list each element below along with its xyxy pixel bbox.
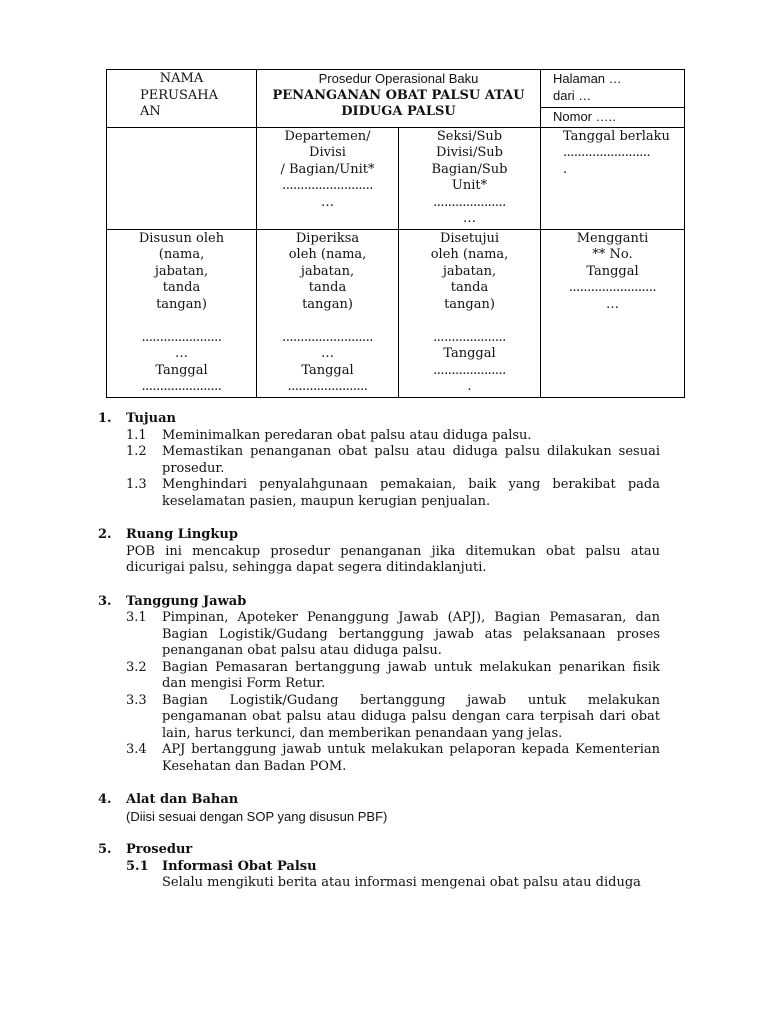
departemen-cell: [257, 127, 399, 229]
section-heading: Tujuan: [126, 411, 176, 426]
disetujui-line: Disetujui: [439, 230, 500, 246]
halaman-cell: [541, 70, 685, 108]
section-number: 2.: [98, 527, 112, 542]
company-line-2: PERUSAHA: [140, 87, 218, 103]
item-text: Menghindari penyalahgunaan pemakaian, baik yang berakibat pada keselamatan pasien, maupun kerugian penjualan.: [162, 477, 660, 509]
section-body: (Diisi sesuai dengan SOP yang disusun PBF): [126, 808, 388, 824]
item-number: 1.1: [126, 427, 147, 443]
item-number: 1.3: [126, 477, 147, 492]
list-item: [126, 693, 660, 743]
disusun-line: …: [175, 346, 188, 361]
section-number: 3.: [98, 593, 112, 609]
disusun-line: tanda: [162, 280, 201, 295]
mengganti-tanggal: Tanggal: [586, 263, 639, 279]
nomor-text: Nomor …..: [553, 109, 616, 124]
subsection-number: 5.1: [126, 858, 149, 874]
section-title: [98, 842, 660, 859]
halaman-line-2: dari …: [553, 87, 592, 103]
mengganti-line: Mengganti: [576, 230, 649, 246]
diperiksa-spacer: [260, 313, 395, 330]
section-heading: Prosedur: [126, 842, 193, 857]
disetujui-tanggal: Tanggal: [443, 346, 496, 361]
section-heading: Tanggung Jawab: [126, 593, 247, 609]
section-alat-bahan: [98, 792, 660, 825]
list-item: [126, 444, 660, 477]
departemen-line: Divisi: [309, 145, 346, 160]
departemen-line: / Bagian/Unit*: [280, 161, 375, 177]
subsection-body: Selalu mengikuti berita atau informasi mengenai obat palsu atau diduga: [162, 875, 641, 890]
item-number: 3.2: [126, 659, 147, 675]
item-text: Memastikan penanganan obat palsu atau diduga palsu dilakukan sesuai prosedur.: [162, 444, 660, 476]
departemen-line: …: [321, 194, 334, 210]
seksi-line: …: [463, 211, 476, 226]
mengganti-cell: [541, 229, 685, 397]
mengganti-no: ** No.: [592, 247, 633, 262]
disetujui-line: oleh (nama,: [430, 247, 509, 262]
item-text: Meminimalkan peredaran obat palsu atau diduga palsu.: [162, 427, 532, 443]
section-title: [98, 594, 660, 611]
item-number: 1.2: [126, 444, 147, 459]
disusun-dots: ......................: [141, 329, 222, 345]
disetujui-dots: ....................: [433, 329, 506, 345]
item-number: 3.3: [126, 692, 147, 708]
disetujui-line: jabatan,: [442, 263, 497, 279]
section-heading: Alat dan Bahan: [126, 792, 239, 807]
item-list: [98, 428, 660, 511]
seksi-line: Divisi/Sub: [436, 145, 503, 160]
section-title: [98, 411, 660, 428]
diperiksa-line: tanda: [308, 280, 347, 295]
diperiksa-dots: .........................: [282, 329, 373, 345]
company-line-3: AN: [140, 104, 161, 119]
nomor-cell: [541, 108, 685, 128]
item-number: 3.4: [126, 742, 147, 757]
subsection-heading: Informasi Obat Palsu: [162, 858, 317, 874]
section-tanggung-jawab: [98, 594, 660, 776]
section-number: 1.: [98, 411, 112, 426]
section-tujuan: [98, 411, 660, 510]
list-item: [126, 477, 660, 510]
seksi-dots: ....................: [433, 194, 506, 210]
diperiksa-line: tangan): [302, 296, 353, 312]
list-item: [126, 610, 660, 660]
seksi-line: Bagian/Sub: [431, 161, 508, 177]
disusun-cell: [107, 229, 257, 397]
item-text: Pimpinan, Apoteker Penanggung Jawab (APJ), Bagian Pemasaran, dan Bagian Logistik/Gudang bertanggung jawab atas pelaksanaan proses penanganan obat palsu atau diduga palsu.: [162, 610, 660, 658]
halaman-line-1: Halaman …: [553, 71, 622, 86]
section-number: 4.: [98, 792, 112, 807]
diperiksa-cell: [257, 229, 399, 397]
departemen-dots: .........................: [282, 178, 373, 193]
mengganti-line: …: [606, 296, 619, 312]
item-number: 3.1: [126, 610, 147, 625]
diperiksa-line: …: [321, 346, 334, 361]
disusun-line: tangan): [156, 296, 207, 312]
sop-header-table: [106, 69, 685, 398]
company-name-cell: [107, 70, 257, 128]
pob-label: Prosedur Operasional Baku: [318, 71, 479, 86]
diperiksa-line: oleh (nama,: [288, 247, 367, 262]
disetujui-cell: [399, 229, 541, 397]
disetujui-tanggal-dots: ....................: [433, 362, 506, 378]
sop-body: [98, 411, 660, 909]
item-list: [98, 610, 660, 775]
disusun-tanggal-dots: ......................: [141, 379, 222, 394]
disusun-line: jabatan,: [154, 263, 209, 279]
disetujui-line: .: [467, 379, 472, 394]
diperiksa-tanggal-dots: ......................: [287, 379, 368, 394]
disusun-line: Disusun oleh: [138, 230, 225, 246]
section-title: [98, 527, 660, 544]
disetujui-spacer: [402, 313, 537, 330]
section-prosedur: [98, 842, 660, 892]
tanggal-berlaku-label: Tanggal berlaku: [563, 128, 670, 144]
disusun-spacer: [110, 313, 253, 330]
list-item: [126, 660, 660, 693]
disetujui-line: tangan): [444, 296, 495, 312]
mengganti-dots: ........................: [568, 280, 657, 295]
diperiksa-line: jabatan,: [300, 263, 355, 279]
tanggal-berlaku-cell: [541, 127, 685, 229]
disetujui-line: tanda: [450, 280, 489, 295]
section-heading: Ruang Lingkup: [126, 527, 238, 542]
departemen-line: Departemen/: [284, 128, 371, 144]
section-ruang-lingkup: [98, 527, 660, 577]
disusun-tanggal: Tanggal: [155, 362, 208, 378]
section-number: 5.: [98, 842, 112, 857]
disusun-line: (nama,: [158, 247, 205, 262]
tanggal-berlaku-dot: .: [563, 161, 568, 177]
diperiksa-tanggal: Tanggal: [301, 362, 354, 378]
item-text: Bagian Pemasaran bertanggung jawab untuk melakukan penarikan fisik dan mengisi Form Retur.: [162, 659, 660, 691]
diperiksa-line: Diperiksa: [295, 230, 360, 246]
company-line-1: NAMA: [159, 71, 204, 86]
subsection-title: [98, 859, 660, 876]
list-item: [126, 742, 660, 775]
pob-title-line-1: PENANGANAN OBAT PALSU ATAU: [272, 87, 525, 103]
tanggal-berlaku-dots: ........................: [563, 145, 651, 160]
seksi-cell: [399, 127, 541, 229]
section-title: [98, 792, 660, 809]
seksi-line: Unit*: [451, 178, 488, 193]
pob-title-line-2: DIDUGA PALSU: [341, 104, 456, 119]
item-text: Bagian Logistik/Gudang bertanggung jawab untuk melakukan pengamanan obat palsu atau diduga palsu dengan cara terpisah dari obat lain, harus terkunci, dan memberikan penandaan yang jelas.: [162, 692, 660, 741]
blank-cell: [107, 127, 257, 229]
seksi-line: Seksi/Sub: [436, 128, 503, 144]
pob-title-cell: [257, 70, 541, 128]
item-text: APJ bertanggung jawab untuk melakukan pelaporan kepada Kementerian Kesehatan dan Badan POM.: [162, 742, 660, 774]
list-item: [126, 428, 660, 445]
section-body: POB ini mencakup prosedur penanganan jika ditemukan obat palsu atau dicurigai palsu, sehingga dapat segera ditindaklanjuti.: [126, 543, 660, 575]
